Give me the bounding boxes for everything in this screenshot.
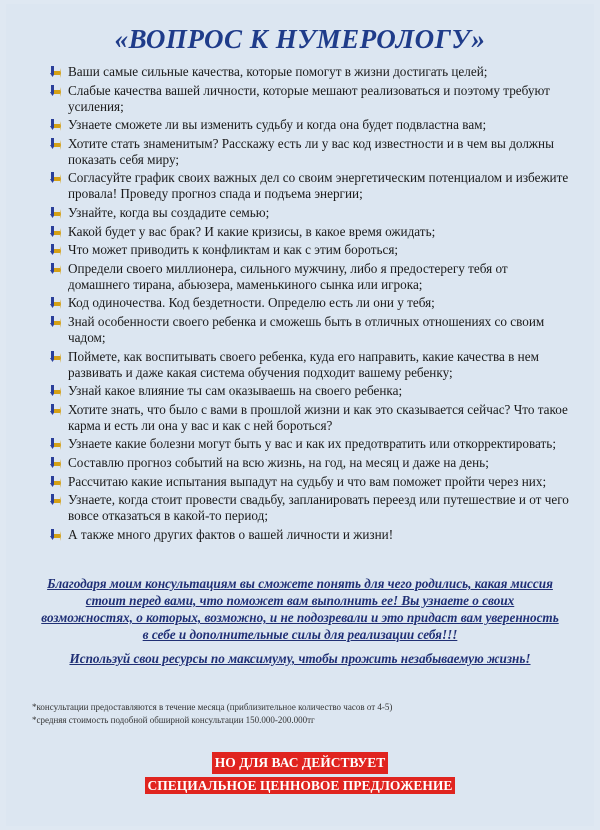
list-item-text: Узнаете какие болезни могут быть у вас и как их предотвратить или откорректировать; [68,436,556,452]
list-item [50,224,570,240]
list-item-text: Узнай какое влияние ты сам оказываешь на своего ребенка; [68,383,403,399]
list-item [50,170,570,202]
list-item-text: Поймете, как воспитывать своего ребенка, куда его направить, какие качества в нем развивать и даже какая система обучения подходит вашему ребенку; [68,348,539,380]
list-item-text: Составлю прогноз событий на всю жизнь, на год, на месяц и даже на день; [68,454,489,470]
list-item [50,492,570,524]
promo-paragraph: Благодаря моим консультациям вы сможете понять для чего родились, какая миссия стоит перед вами, что поможет вам выполнить ее! Вы узнаете о своих возможностях, о которых, возможно, и не подозревали и это придаст вам уверенность в себе и дополнительные силы для реализации себя!!! [41,576,559,642]
down-arrow-bullet-icon [50,119,61,131]
list-item-text: Знай особенности своего ребенка и сможешь быть в отличных отношениях со своим чадом; [68,313,545,345]
list-item-text: Хотите стать знаменитым? Расскажу есть ли у вас код известности и в чем вы должны показать себя миру; [68,135,554,167]
list-item-text: Рассчитаю какие испытания выпадут на судьбу и что вам поможет пройти через них; [68,473,547,489]
down-arrow-bullet-icon [50,351,61,363]
list-item [50,83,570,115]
list-item-text: А также много других фактов о вашей личности и жизни! [68,526,394,542]
list-item [50,261,570,293]
down-arrow-bullet-icon [50,138,61,150]
list-item-text: Узнайте, когда вы создадите семью; [68,204,270,220]
down-arrow-bullet-icon [50,385,61,397]
list-item [50,474,570,490]
down-arrow-bullet-icon [50,529,61,541]
list-item [50,64,570,80]
offer-line-1: НО ДЛЯ ВАС ДЕЙСТВУЕТ [212,752,389,774]
list-item [50,205,570,221]
list-item-text: Какой будет у вас брак? И какие кризисы, в какое время ожидать; [68,223,436,239]
down-arrow-bullet-icon [50,244,61,256]
list-item [50,117,570,133]
down-arrow-bullet-icon [50,263,61,275]
list-item-text: Ваши самые сильные качества, которые помогут в жизни достигать целей; [68,64,488,79]
down-arrow-bullet-icon [50,316,61,328]
promo-slogan: Используй свои ресурсы по максимуму, чтобы прожить незабываемую жизнь! [69,651,531,666]
list-item-text: Код одиночества. Код бездетности. Определю есть ли они у тебя; [68,295,435,311]
down-arrow-bullet-icon [50,297,61,309]
list-item [50,383,570,399]
down-arrow-bullet-icon [50,66,61,78]
list-item [50,436,570,452]
list-item-text: Согласуйте график своих важных дел со своим энергетическим потенциалом и избежите провала! Проведу прогноз спада и подъема энергии; [68,170,569,202]
page-title: «ВОПРОС К НУМЕРОЛОГУ» [114,24,486,54]
list-item-text: Определи своего миллионера, сильного мужчину, либо я предостерегу тебя от домашнего тирана, абьюзера, маменькиного сынка или игрока; [68,260,508,292]
list-item [50,242,570,258]
list-item-text: Что может приводить к конфликтам и как с этим бороться; [68,242,399,258]
offer-line-2: СПЕЦИАЛЬНОЕ ЦЕННОВОЕ ПРЕДЛОЖЕНИЕ [145,777,456,794]
down-arrow-bullet-icon [50,172,61,184]
list-item [50,349,570,381]
special-offer-banner [0,752,600,796]
footnote-price: *средняя стоимость подобной обширной консультации 150.000-200.000тг [32,715,315,725]
list-item-text: Узнаете сможете ли вы изменить судьбу и когда она будет подвластна вам; [68,117,487,133]
feature-list [50,64,570,545]
list-item [50,402,570,434]
down-arrow-bullet-icon [50,85,61,97]
list-item [50,295,570,311]
list-item-text: Узнаете, когда стоит провести свадьбу, запланировать переезд или путешествие и от чего вовсе отказаться в какой-то период; [68,492,569,524]
down-arrow-bullet-icon [50,476,61,488]
down-arrow-bullet-icon [50,438,61,450]
list-item-text: Хотите знать, что было с вами в прошлой жизни и как это сказывается сейчас? Что такое карма и есть ли она у вас и как с ней бороться? [68,401,568,433]
list-item [50,455,570,471]
down-arrow-bullet-icon [50,404,61,416]
down-arrow-bullet-icon [50,494,61,506]
list-item-text: Слабые качества вашей личности, которые мешают реализоваться и поэтому требуют усиления; [68,82,550,114]
down-arrow-bullet-icon [50,207,61,219]
list-item [50,136,570,168]
footnotes [32,701,572,727]
list-item [50,314,570,346]
down-arrow-bullet-icon [50,457,61,469]
footnote-duration: *консультации предоставляются в течение месяца (приблизительное количество часов от 4-5) [32,702,393,712]
list-item [50,527,570,543]
down-arrow-bullet-icon [50,226,61,238]
